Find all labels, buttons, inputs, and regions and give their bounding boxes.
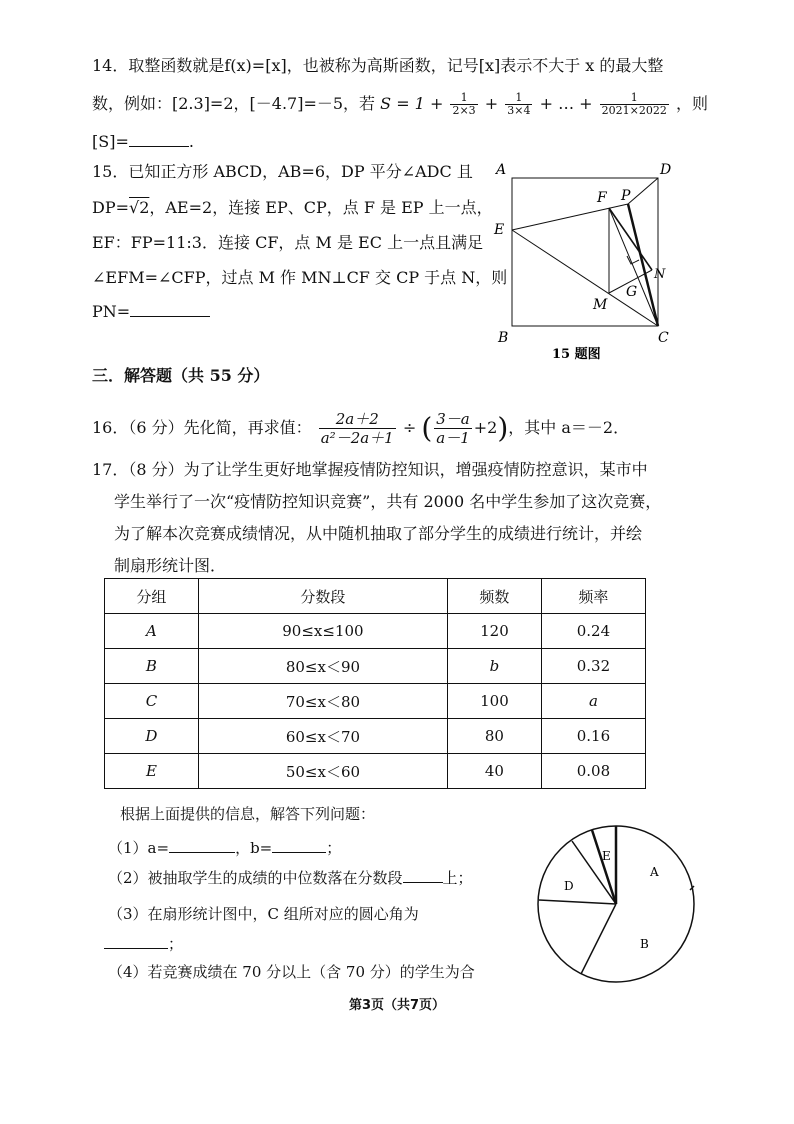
q14-line1: 14．取整函数就是f(x)=[x]，也被称为高斯函数，记号[x]表示不大于 x 的最大整 (92, 56, 664, 75)
table-row: A 90≤x≤100 120 0.24 (105, 614, 646, 649)
q17-line2: 学生举行了一次“疫情防控知识竞赛”，共有 2000 名中学生参加了这次竞赛， (114, 492, 662, 511)
label-B: B (498, 330, 509, 346)
pie-divider-e (592, 830, 616, 904)
table-header: 频数 (448, 579, 542, 614)
q17-after: 根据上面提供的信息，解答下列问题： (120, 805, 376, 823)
section-title: 三．解答题（共 55 分） (92, 366, 270, 385)
answer-angle-blank[interactable] (104, 934, 168, 949)
q15-line3: EF：FP=11:3．连接 CF，点 M 是 EC 上一点且满足 (92, 233, 484, 252)
table-row: B 80≤x＜90 b 0.32 (105, 649, 646, 684)
seg-dp (628, 178, 658, 204)
q14-answer-blank[interactable] (129, 132, 189, 147)
q15-line2: DP=√2，AE=2，连接 EP、CP，点 F 是 EP 上一点， (92, 198, 493, 217)
q17-part3-blank-line: ； (104, 934, 183, 954)
q17-frequency-table (104, 578, 646, 789)
q14-line2: 数，例如：[2.3]=2，[－4.7]=－5，若 S = 1 + $\frac{1}{2\times 3}$ + $\frac{1}{3\times 4}$ + … + $\frac{1}{2021\times 2022}$ ，则 (92, 91, 708, 117)
label-A: A (496, 162, 507, 178)
q17-part3: （3）在扇形统计图中，C 组所对应的圆心角为 (108, 905, 419, 923)
q17-part2: （2）被抽取学生的成绩的中位数落在分数段 上； (108, 869, 473, 887)
page-footer: 第3页（共7页） (348, 998, 446, 1013)
table-header-row (105, 579, 646, 614)
q17-part4: （4）若竞赛成绩在 70 分以上（含 70 分）的学生为合 (108, 963, 475, 981)
label-P: P (621, 188, 631, 204)
q17-line3: 为了解本次竞赛成绩情况，从中随机抽取了部分学生的成绩进行统计，并绘 (114, 524, 643, 543)
label-C: C (658, 330, 669, 346)
label-F: F (597, 190, 607, 206)
label-N: N (654, 267, 666, 282)
label-E: E (494, 222, 505, 238)
table-header: 分组 (105, 579, 199, 614)
pie-label-E: E (602, 849, 611, 863)
right-angle-mark (627, 256, 639, 264)
seg-ep (512, 204, 628, 230)
pie-divider-cd (539, 900, 616, 904)
q15-line1: 15．已知正方形 ABCD，AB=6，DP 平分∠ADC 且 (92, 162, 473, 181)
answer-median-blank[interactable] (403, 868, 443, 883)
label-G: G (626, 284, 638, 300)
square-abcd (512, 178, 658, 326)
q17-line4: 制扇形统计图． (114, 556, 227, 575)
label-M: M (593, 297, 608, 313)
figure-caption: 15 题图 (552, 347, 601, 362)
table-header: 频率 (541, 579, 645, 614)
q17-part1: （1）a= ，b= ； (108, 839, 342, 857)
q17-line1: 17．（8 分）为了让学生更好地掌握疫情防控知识，增强疫情防控意识，某市中 (92, 460, 648, 479)
q15-line5: PN= (92, 302, 210, 322)
q15-line4: ∠EFM=∠CFP，过点 M 作 MN⊥CF 交 CP 于点 N，则 (92, 268, 508, 287)
table-row: D 60≤x＜70 80 0.16 (105, 719, 646, 754)
answer-a-blank[interactable] (169, 838, 235, 853)
q15-geometry-figure (490, 160, 690, 365)
label-D: D (660, 162, 672, 178)
pie-label-B: B (640, 937, 649, 951)
pie-divider-bc (581, 904, 616, 974)
table-row: C 70≤x＜80 100 a (105, 684, 646, 719)
answer-b-blank[interactable] (272, 838, 326, 853)
q15-answer-blank[interactable] (130, 302, 210, 317)
table-row: E 50≤x＜60 40 0.08 (105, 754, 646, 789)
q14-line3: [S]= . (92, 132, 194, 151)
q16-line: 16．（6 分）先化简，再求值： $\frac{2a+2}{\text{a²－2a＋1}}$ ÷ ( $\frac{3-a}{a-1}$ +2)，其中 a＝－2． (92, 410, 630, 447)
table-header: 分数段 (198, 579, 447, 614)
q17-pie-chart (532, 814, 702, 984)
pie-label-D: D (564, 879, 574, 893)
pie-label-A: A (650, 865, 659, 879)
